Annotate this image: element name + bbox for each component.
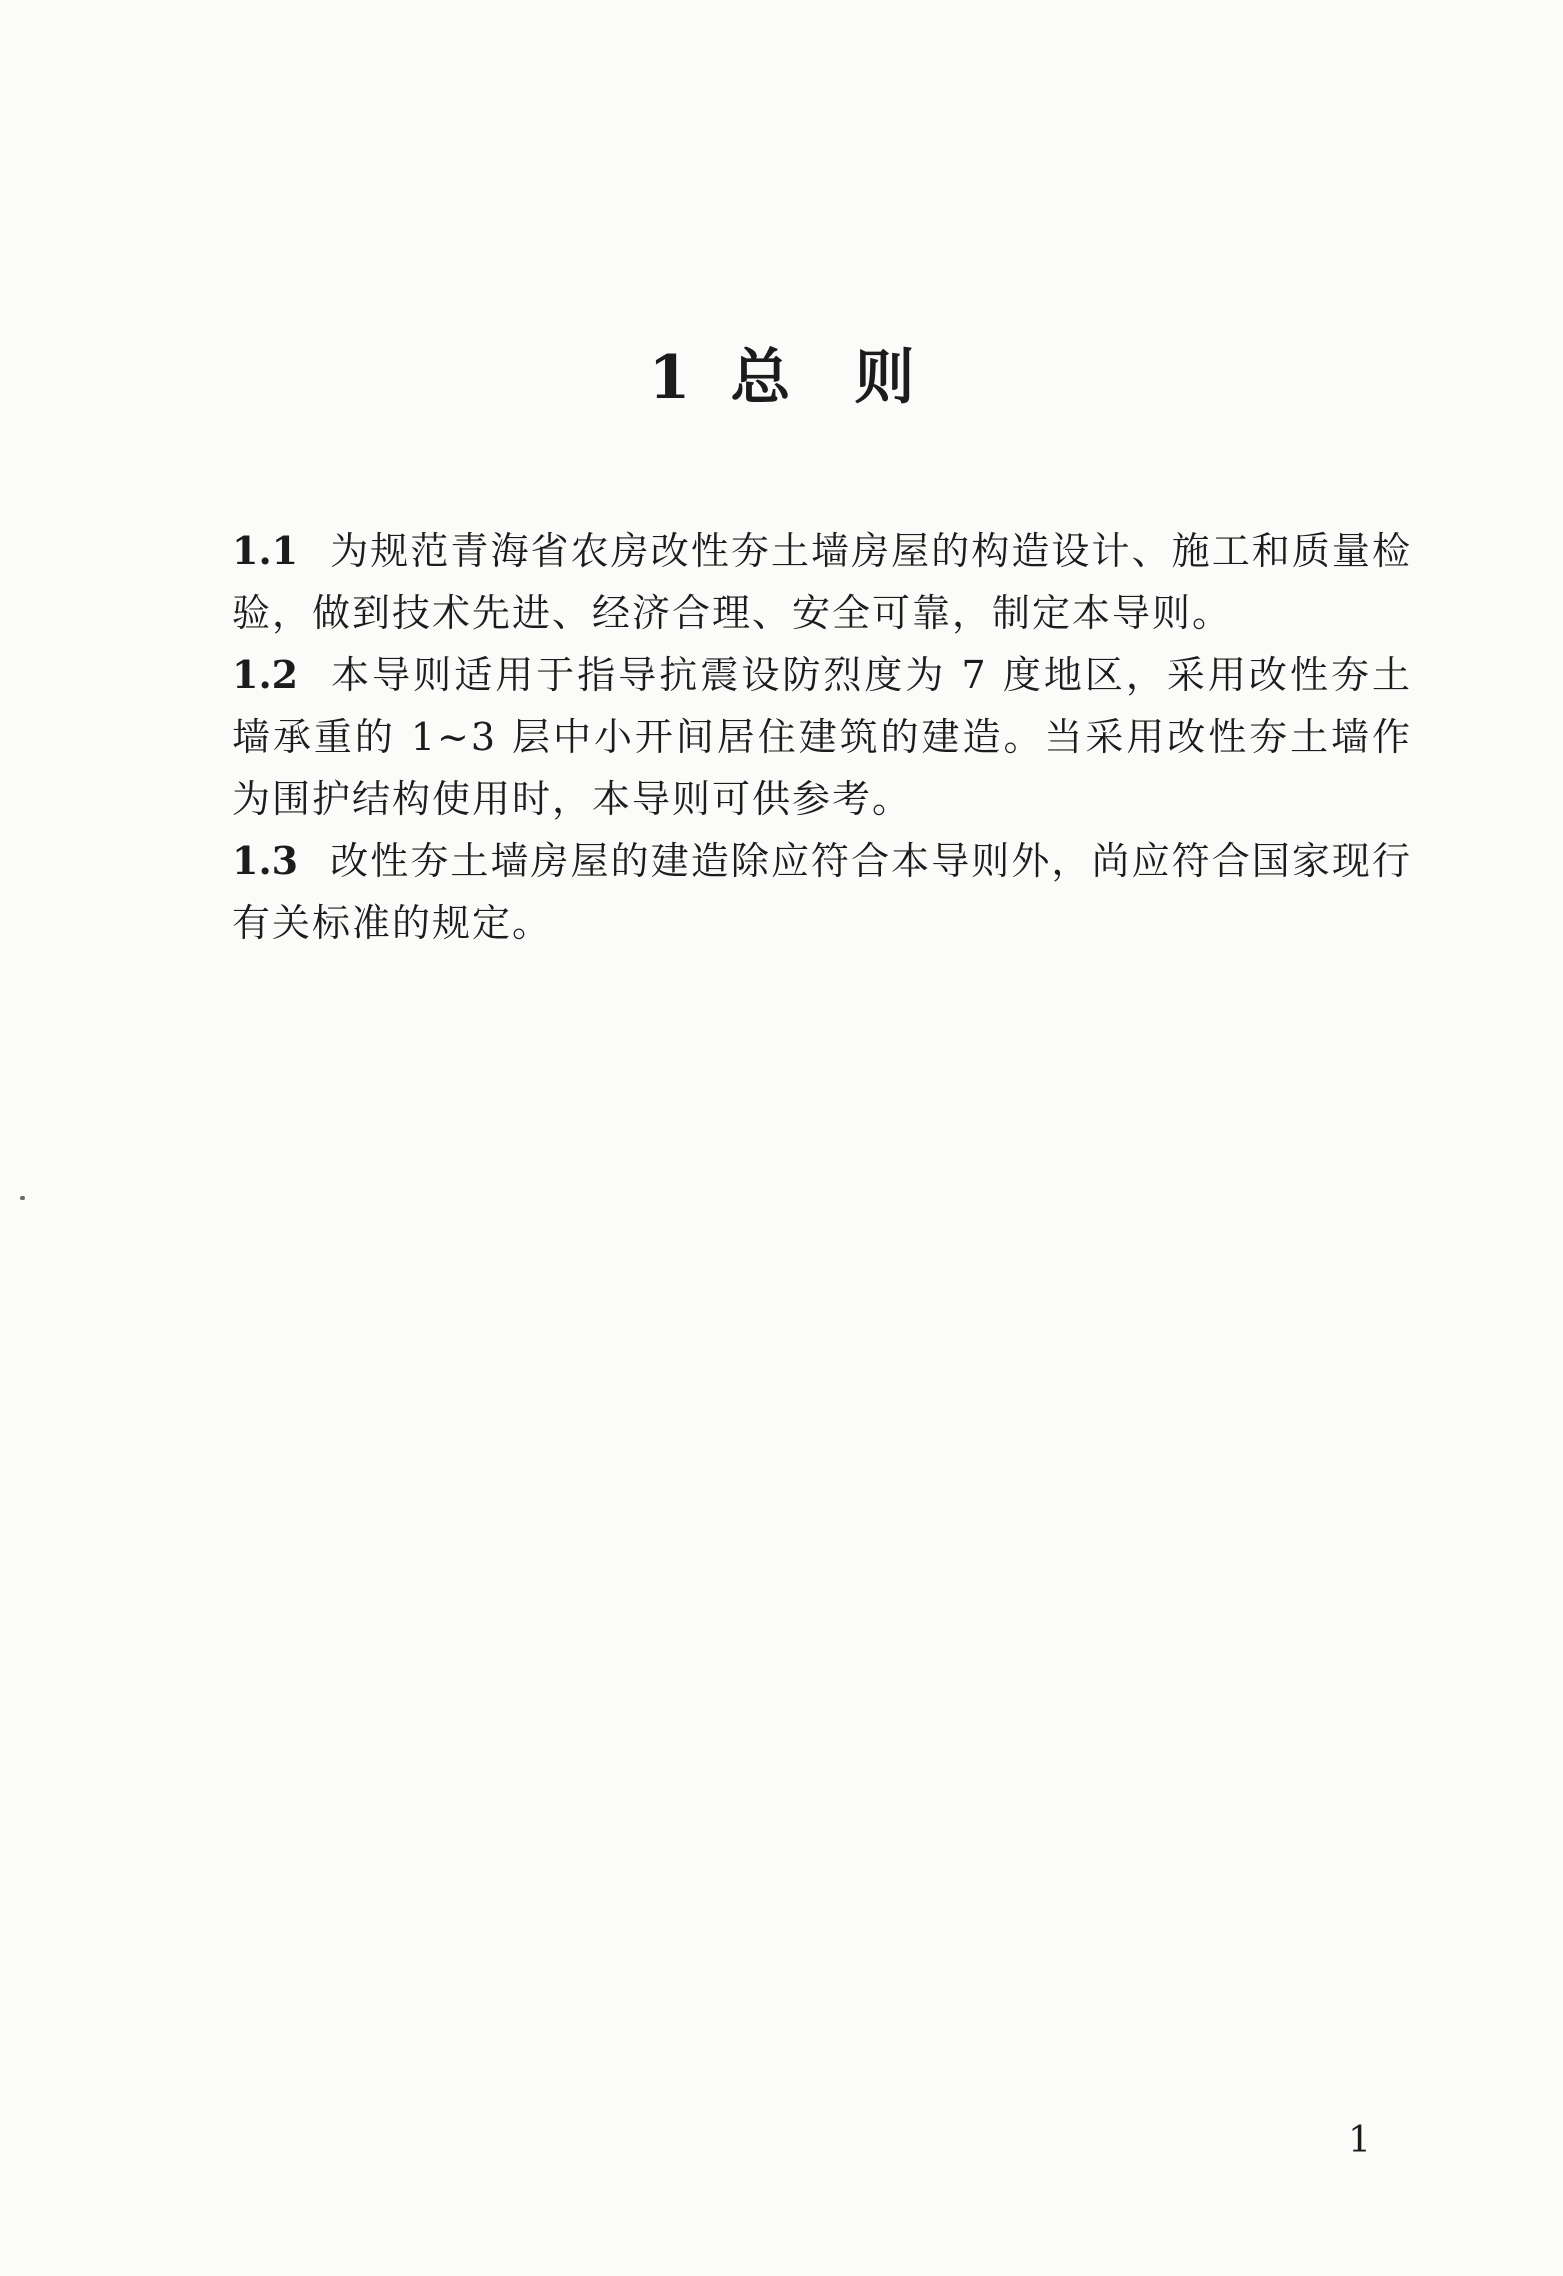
scan-speck <box>20 1196 25 1200</box>
clause-number: 1.3 <box>232 838 299 883</box>
clause-1-3 <box>232 830 1412 954</box>
clause-text: 为规范青海省农房改性夯土墙房屋的构造设计、施工和质量检验，做到技术先进、经济合理、安全可靠，制定本导则。 <box>232 529 1412 635</box>
page-number: 1 <box>1348 2120 1371 2161</box>
clause-number: 1.2 <box>232 652 299 697</box>
chapter-number: 1 <box>648 343 691 413</box>
clause-1-1 <box>232 520 1412 644</box>
chapter-title-char-1: 总 <box>730 343 791 413</box>
chapter-title <box>0 330 1563 416</box>
clause-number: 1.1 <box>232 528 299 573</box>
clause-text: 本导则适用于指导抗震设防烈度为 7 度地区，采用改性夯土墙承重的 1~3 层中小开间居住建筑的建造。当采用改性夯土墙作为围护结构使用时，本导则可供参考。 <box>232 653 1412 821</box>
chapter-body <box>232 520 1412 954</box>
clause-text: 改性夯土墙房屋的建造除应符合本导则外，尚应符合国家现行有关标准的规定。 <box>232 839 1412 945</box>
chapter-title-char-2: 则 <box>854 343 915 413</box>
clause-1-2 <box>232 644 1412 830</box>
